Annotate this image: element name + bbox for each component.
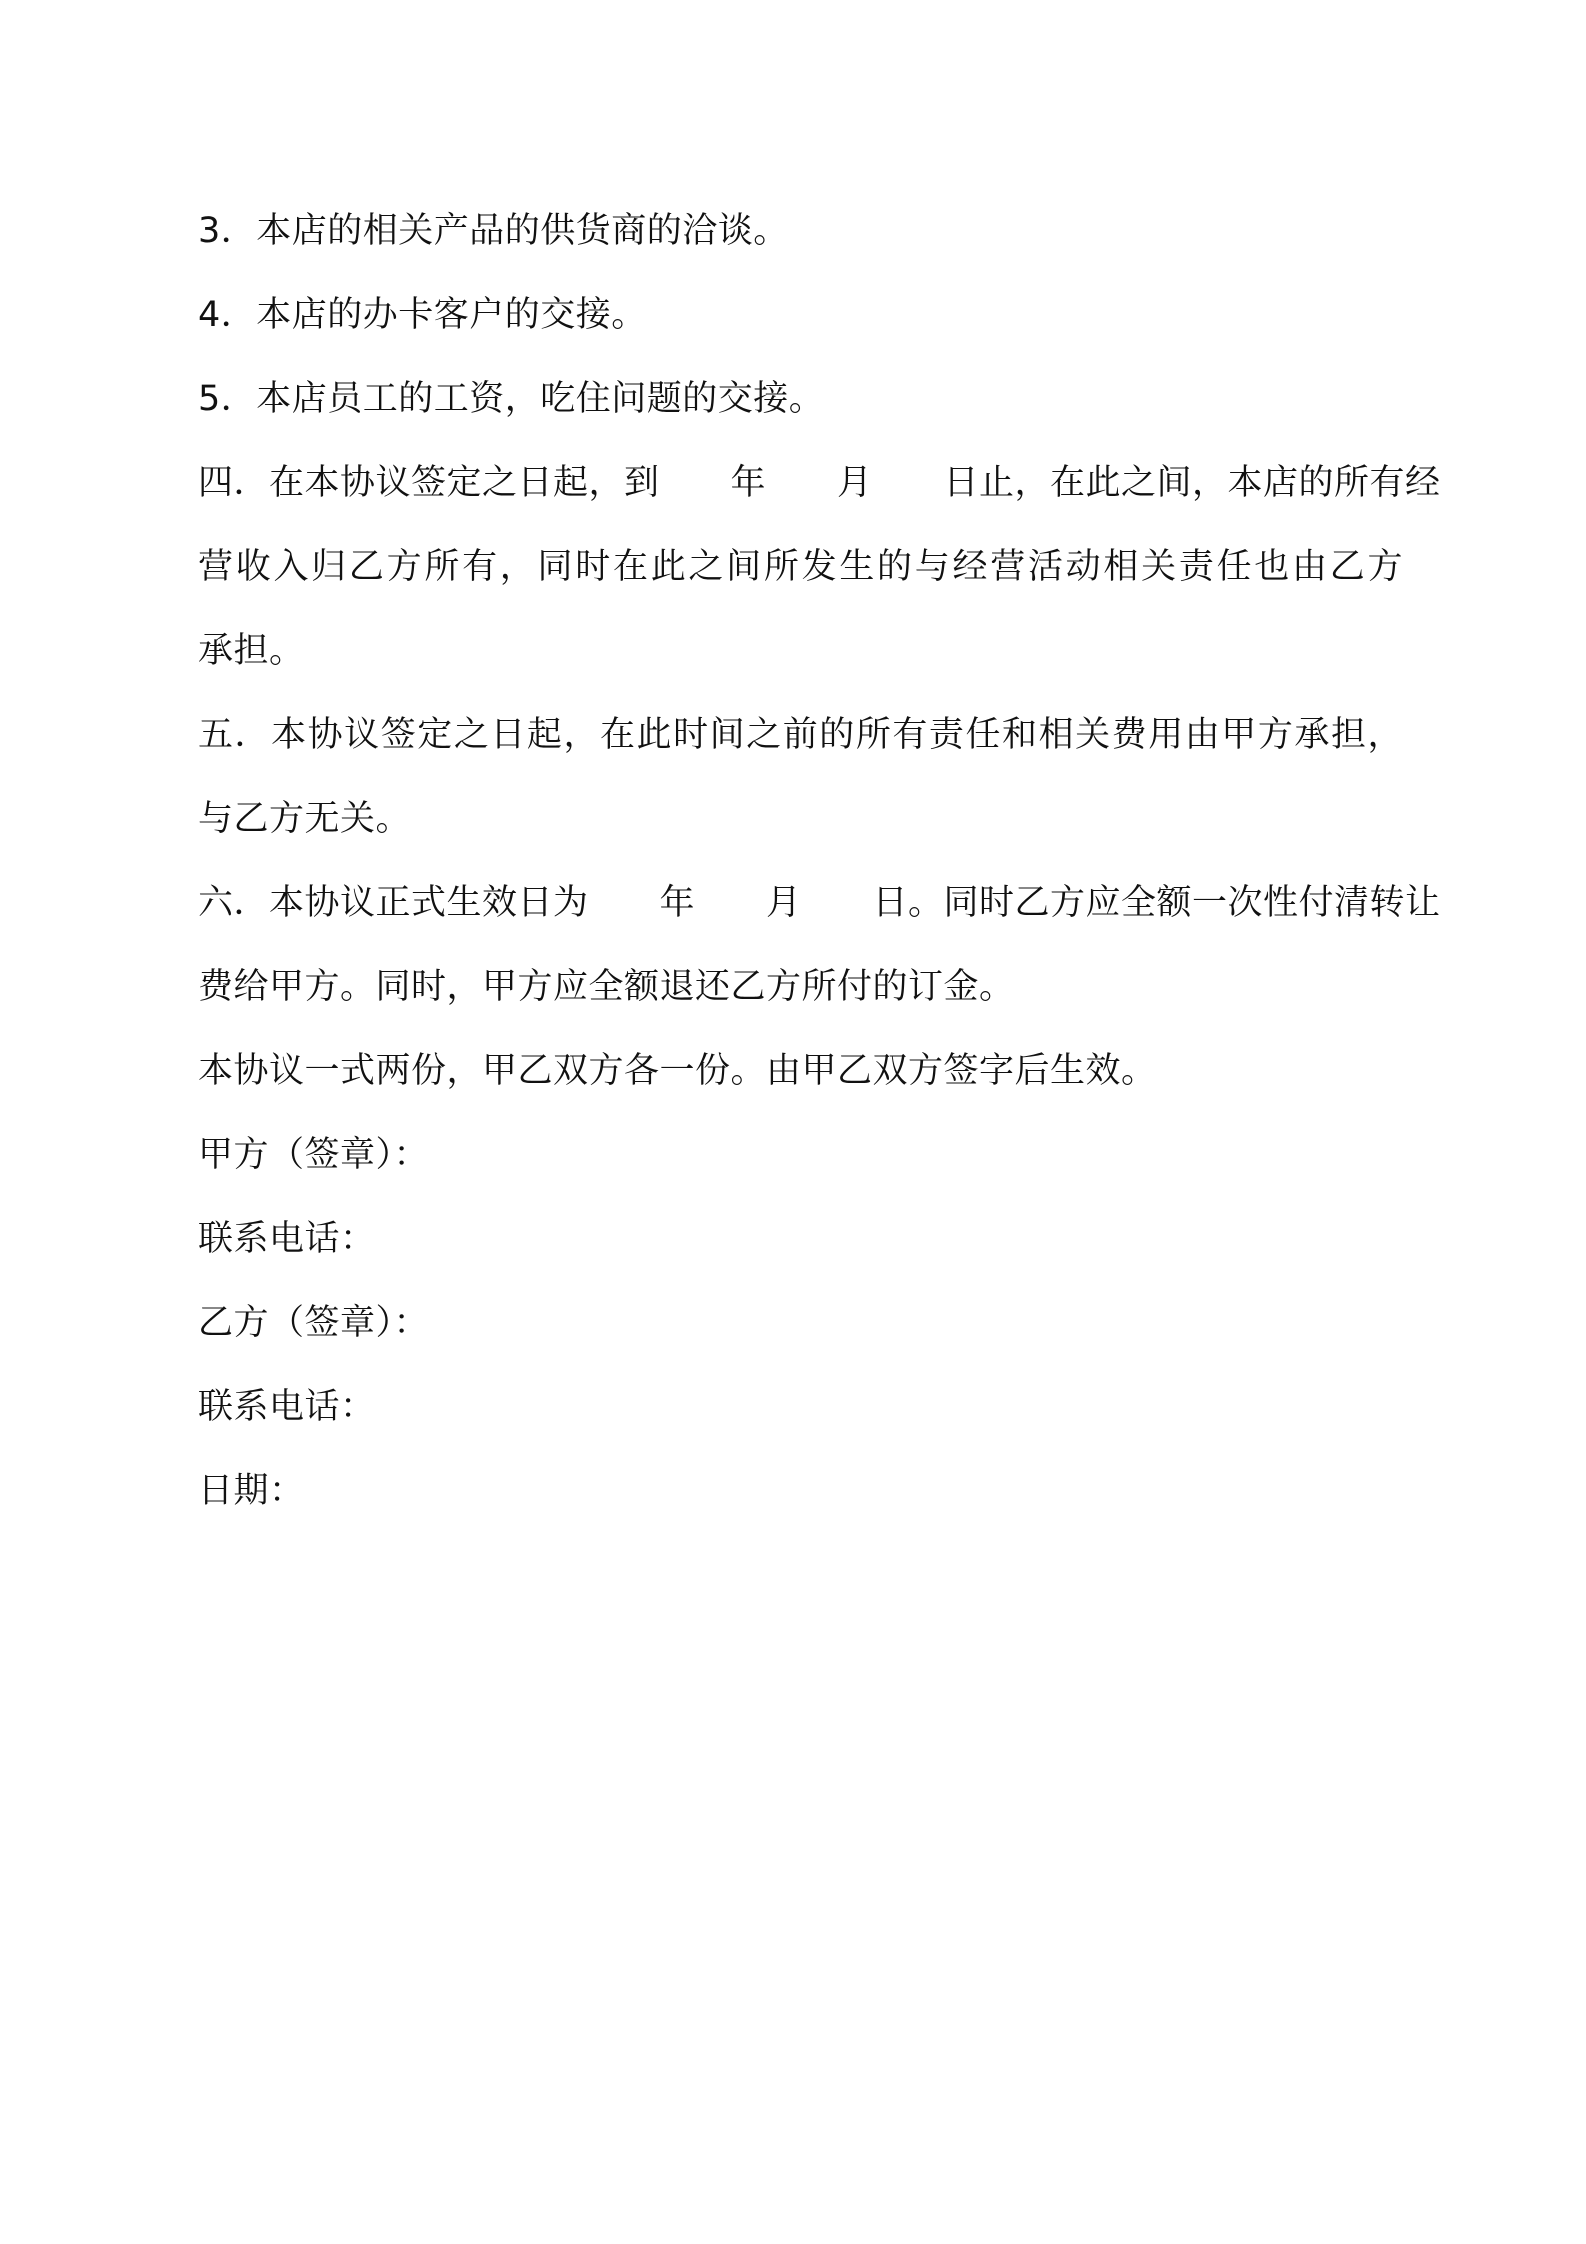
clause-4-card-customers: 4．本店的办卡客户的交接。 bbox=[198, 295, 647, 335]
section-4-line-3: 承担。 bbox=[198, 631, 305, 671]
party-a-signature-label: 甲方（签章）： bbox=[198, 1135, 430, 1175]
section-6-line-2: 费给甲方。同时，甲方应全额退还乙方所付的订金。 bbox=[198, 967, 1015, 1007]
party-a-phone-label: 联系电话： bbox=[198, 1219, 376, 1259]
section-5-line-1: 五．本协议签定之日起，在此时间之前的所有责任和相关费用由甲方承担， bbox=[198, 715, 1403, 755]
section-4-line-1: 四．在本协议签定之日起，到 年 月 日止，在此之间，本店的所有经 bbox=[198, 463, 1441, 503]
section-6-line-1: 六．本协议正式生效日为 年 月 日。同时乙方应全额一次性付清转让 bbox=[198, 883, 1441, 923]
clause-3-suppliers: 3．本店的相关产品的供货商的洽谈。 bbox=[198, 211, 789, 251]
document-body bbox=[198, 196, 1441, 1540]
section-5-line-2: 与乙方无关。 bbox=[198, 799, 412, 839]
section-4-line-2: 营收入归乙方所有，同时在此之间所发生的与经营活动相关责任也由乙方 bbox=[198, 547, 1403, 587]
party-b-signature-label: 乙方（签章）： bbox=[198, 1303, 430, 1343]
copies-statement: 本协议一式两份，甲乙双方各一份。由甲乙双方签字后生效。 bbox=[198, 1051, 1157, 1091]
party-b-phone-label: 联系电话： bbox=[198, 1387, 376, 1427]
date-label: 日期： bbox=[198, 1471, 305, 1511]
clause-5-staff-wages: 5．本店员工的工资，吃住问题的交接。 bbox=[198, 379, 825, 419]
